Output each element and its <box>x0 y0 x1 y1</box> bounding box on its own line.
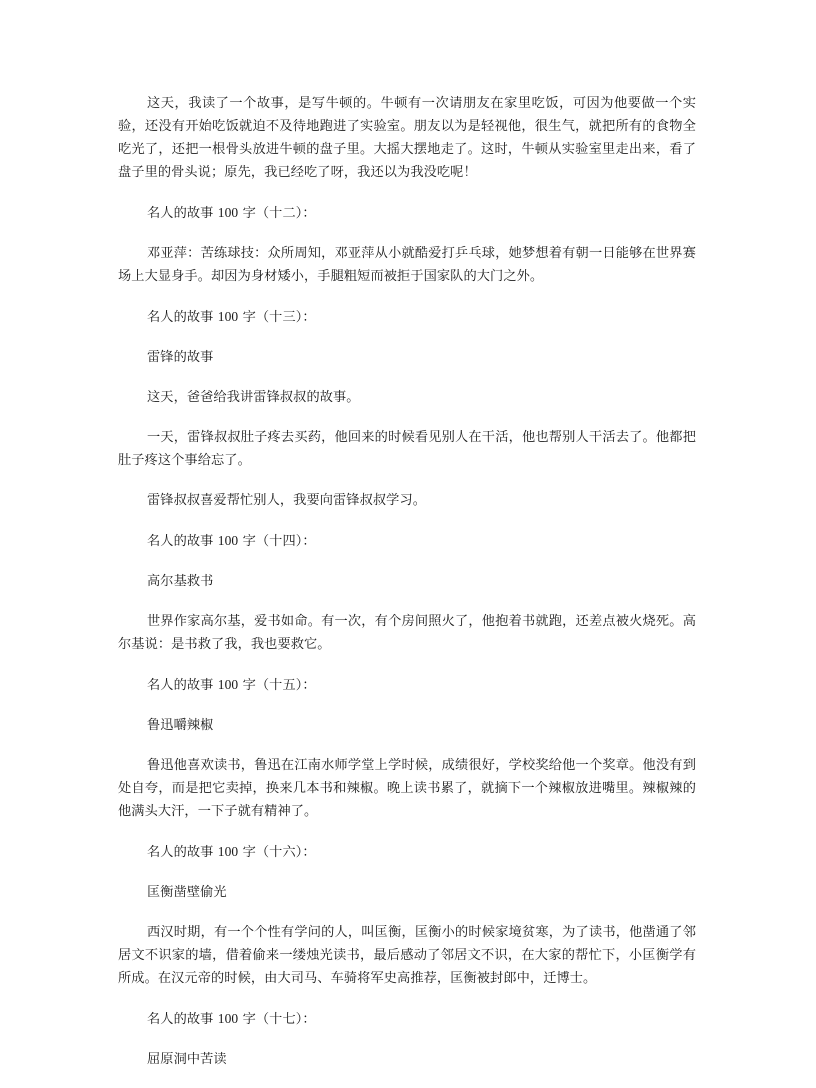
paragraph-lei-feng-story: 一天，雷锋叔叔肚子疼去买药，他回来的时候看见别人在干活，他也帮别人干活去了。他都把肚子疼这个事给忘了。 <box>118 430 696 468</box>
heading-prefix: 名人的故事 <box>147 1012 218 1027</box>
heading-prefix: 名人的故事 <box>147 845 218 860</box>
story-title-gorky: 高尔基救书 <box>147 574 214 589</box>
story-title-lei-feng: 雷锋的故事 <box>147 350 214 365</box>
story-title-kuang-heng: 匡衡凿壁偷光 <box>147 885 227 900</box>
paragraph-newton-story: 这天，我读了一个故事，是写牛顿的。牛顿有一次请朋友在家里吃饭，可因为他要做一个实验，还没有开始吃饭就迫不及待地跑进了实验室。朋友以为是轻视他，很生气，就把所有的食物全吃光了，还把一根骨头放进牛顿的盘子里。大摇大摆地走了。这时，牛顿从实验室里走出来，看了盘子里的骨头说；原先，我已经吃了呀，我还以为我没吃呢！ <box>118 96 696 180</box>
heading-suffix: 字（十三）： <box>238 310 316 325</box>
heading-prefix: 名人的故事 <box>147 678 218 693</box>
heading-number: 100 <box>217 309 239 324</box>
section-heading-16 <box>118 840 696 864</box>
story-title-lu-xun: 鲁迅嚼辣椒 <box>147 718 214 733</box>
heading-prefix: 名人的故事 <box>147 310 218 325</box>
heading-suffix: 字（十四）： <box>238 534 316 549</box>
heading-suffix: 字（十六）： <box>238 845 316 860</box>
section-heading-15 <box>118 673 696 697</box>
paragraph-lei-feng-conclusion: 雷锋叔叔喜爱帮忙别人，我要向雷锋叔叔学习。 <box>147 493 427 508</box>
paragraph-deng-yaping: 邓亚萍：苦练球技：众所周知，邓亚萍从小就酷爱打乒乓球，她梦想着有朝一日能够在世界赛场上大显身手。却因为身材矮小，手腿粗短而被拒于国家队的大门之外。 <box>118 246 696 284</box>
paragraph-gorky-story: 世界作家高尔基，爱书如命。有一次，有个房间照火了，他抱着书就跑，还差点被火烧死。高尔基说：是书救了我，我也要救它。 <box>118 614 696 652</box>
paragraph-lei-feng-intro: 这天，爸爸给我讲雷锋叔叔的故事。 <box>147 390 360 405</box>
heading-suffix: 字（十五）： <box>238 678 316 693</box>
heading-number: 100 <box>217 533 239 548</box>
section-heading-13 <box>118 305 696 329</box>
heading-prefix: 名人的故事 <box>147 206 218 221</box>
heading-suffix: 字（十七）： <box>238 1012 316 1027</box>
heading-number: 100 <box>217 1011 239 1026</box>
document-page <box>118 92 696 1088</box>
section-heading-14 <box>118 529 696 553</box>
story-title-qu-yuan: 屈原洞中苦读 <box>147 1052 227 1067</box>
heading-suffix: 字（十二）： <box>238 206 316 221</box>
section-heading-12 <box>118 201 696 225</box>
heading-number: 100 <box>217 205 239 220</box>
paragraph-kuang-heng-story: 西汉时期，有一个个性有学问的人，叫匡衡，匡衡小的时候家境贫寒，为了读书，他凿通了邻居文不识家的墙，借着偷来一缕烛光读书，最后感动了邻居文不识，在大家的帮忙下，小匡衡学有所成。在汉元帝的时候，由大司马、车骑将军史高推荐，匡衡被封郎中，迁博士。 <box>118 925 696 986</box>
heading-number: 100 <box>217 844 239 859</box>
section-heading-17 <box>118 1007 696 1031</box>
heading-prefix: 名人的故事 <box>147 534 218 549</box>
heading-number: 100 <box>217 677 239 692</box>
paragraph-lu-xun-story: 鲁迅他喜欢读书，鲁迅在江南水师学堂上学时候，成绩很好，学校奖给他一个奖章。他没有到处自夸，而是把它卖掉，换来几本书和辣椒。晚上读书累了，就摘下一个辣椒放进嘴里。辣椒辣的他满头大汗，一下子就有精神了。 <box>118 758 696 819</box>
